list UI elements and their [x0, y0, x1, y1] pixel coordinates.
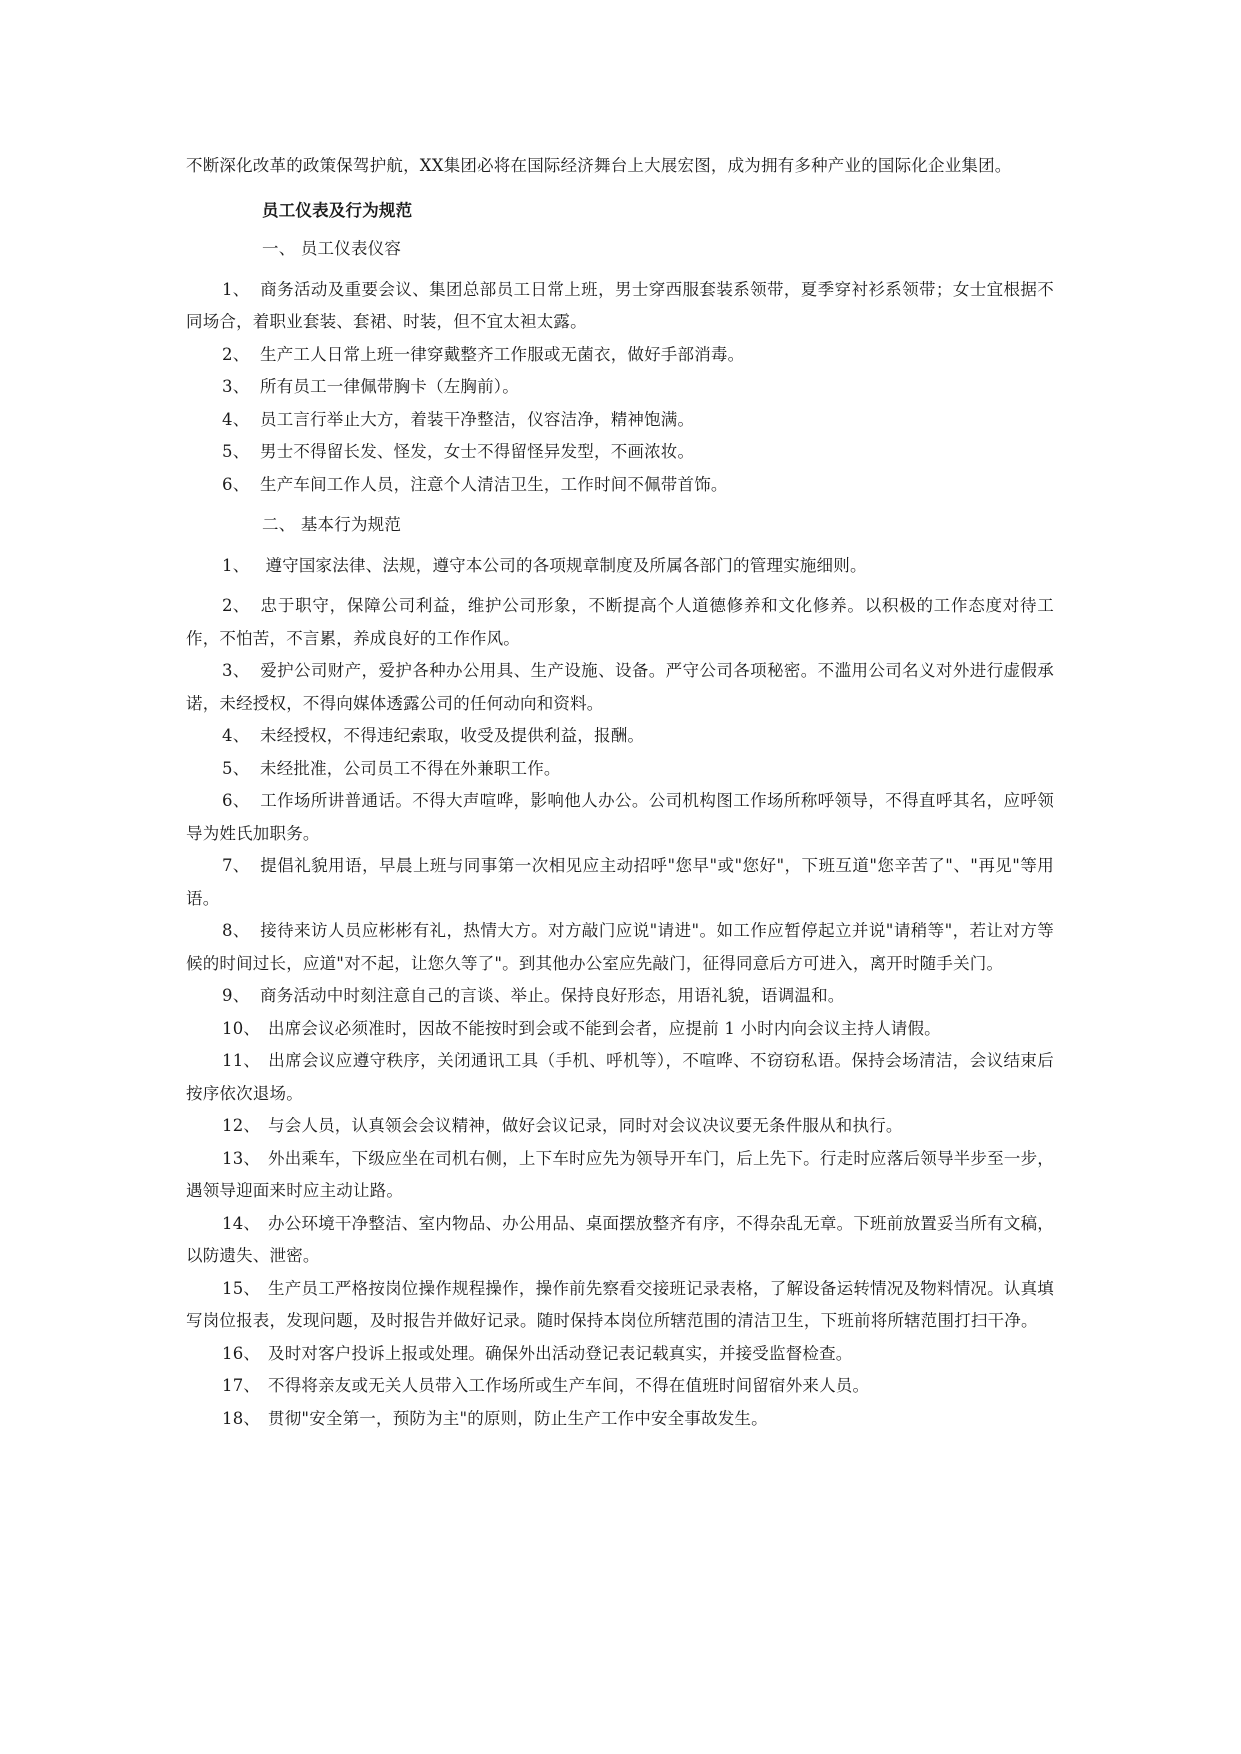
list-item-text: 生产车间工作人员，注意个人清洁卫生，工作时间不佩带首饰。: [260, 474, 728, 494]
list-item-text: 未经授权，不得违纪索取，收受及提供利益，报酬。: [260, 726, 645, 745]
list-item-text: 出席会议必须准时，因故不能按时到会或不能到会者，应提前 1 小时内向会议主持人请假。: [268, 1018, 941, 1038]
list-item-text: 接待来访人员应彬彬有礼，热情大方。对方敲门应说"请进"。如工作应暂停起立并说"请稍等"，若让对方等候的时间过长，应道"对不起，让您久等了"。到其他办公室应先敲门，征得同意后方可进入，离开时随手关门。: [186, 921, 1054, 973]
list-item-number: 6、: [222, 474, 250, 494]
list-item-text: 贯彻"安全第一，预防为主"的原则，防止生产工作中安全事故发生。: [268, 1408, 768, 1428]
list-item-text: 爱护公司财产，爱护各种办公用具、生产设施、设备。严守公司各项秘密。不滥用公司名义对外进行虚假承诺，未经授权，不得向媒体透露公司的任何动向和资料。: [186, 661, 1054, 713]
list-item: [186, 850, 1054, 915]
list-item-number: 12、: [222, 1116, 261, 1135]
list-item: [186, 980, 1054, 1013]
section-list: [186, 550, 1054, 1436]
list-item-text: 遵守国家法律、法规，遵守本公司的各项规章制度及所属各部门的管理实施细则。: [260, 555, 867, 575]
list-item-text: 工作场所讲普通话。不得大声喧哗，影响他人办公。公司机构图工作场所称呼领导，不得直呼其名，应呼领导为姓氏加职务。: [186, 791, 1054, 843]
list-item-number: 1、: [222, 279, 250, 299]
list-item: [186, 469, 1054, 502]
list-item-text: 忠于职守，保障公司利益，维护公司形象，不断提高个人道德修养和文化修养。以积极的工作态度对待工作，不怕苦，不言累，养成良好的工作作风。: [186, 596, 1054, 648]
list-item-text: 及时对客户投诉上报或处理。确保外出活动登记表记载真实，并接受监督检查。: [268, 1343, 853, 1363]
list-item-number: 11、: [222, 1051, 261, 1070]
list-item-text: 商务活动中时刻注意自己的言谈、举止。保持良好形态，用语礼貌，语调温和。: [260, 986, 845, 1005]
list-item-number: 1、: [222, 555, 250, 575]
section-list: [186, 274, 1054, 502]
list-item-number: 10、: [222, 1018, 261, 1038]
list-item: [186, 915, 1054, 980]
section-title: 一、 员工仪表仪容: [262, 239, 402, 258]
list-item-number: 17、: [222, 1376, 261, 1395]
list-item-number: 13、: [222, 1148, 261, 1168]
list-item: [186, 1273, 1054, 1338]
list-item-number: 8、: [222, 921, 250, 940]
list-item: [186, 339, 1054, 372]
list-item-number: 5、: [222, 442, 250, 461]
list-item-text: 未经批准，公司员工不得在外兼职工作。: [260, 758, 561, 778]
list-item-text: 提倡礼貌用语，早晨上班与同事第一次相见应主动招呼"您早"或"您好"，下班互道"您辛苦了"、"再见"等用语。: [186, 856, 1054, 908]
list-item-number: 2、: [222, 344, 250, 364]
list-item: [186, 371, 1054, 404]
list-item: [186, 436, 1054, 469]
list-item-number: 4、: [222, 409, 250, 429]
list-item-number: 6、: [222, 791, 250, 810]
list-item-text: 生产工人日常上班一律穿戴整齐工作服或无菌衣，做好手部消毒。: [260, 344, 745, 364]
list-item-text: 办公环境干净整洁、室内物品、办公用品、桌面摆放整齐有序，不得杂乱无章。下班前放置妥当所有文稿，以防遗失、泄密。: [186, 1213, 1054, 1265]
list-item-text: 员工言行举止大方，着装干净整洁，仪容洁净，精神饱满。: [260, 409, 695, 429]
list-item: [186, 1143, 1054, 1208]
list-item-text: 与会人员，认真领会会议精神，做好会议记录，同时对会议决议要无条件服从和执行。: [268, 1116, 903, 1135]
list-item: [186, 1013, 1054, 1046]
list-item-text: 生产员工严格按岗位操作规程操作，操作前先察看交接班记录表格，了解设备运转情况及物料情况。认真填写岗位报表，发现问题，及时报告并做好记录。随时保持本岗位所辖范围的清洁卫生，下班前将所辖范围打扫干净。: [186, 1278, 1054, 1330]
list-item-number: 4、: [222, 726, 250, 745]
list-item: [186, 785, 1054, 850]
list-item-number: 2、: [222, 596, 250, 615]
list-item-number: 14、: [222, 1213, 261, 1233]
list-item: [186, 1338, 1054, 1371]
list-item-number: 3、: [222, 377, 250, 396]
list-item-number: 5、: [222, 758, 250, 778]
list-item: [186, 590, 1054, 655]
section-title: 二、 基本行为规范: [262, 515, 402, 534]
intro-paragraph: 不断深化改革的政策保驾护航，XX集团必将在国际经济舞台上大展宏图，成为拥有多种产业的国际化企业集团。: [186, 156, 1012, 175]
list-item: [186, 1110, 1054, 1143]
list-item: [186, 720, 1054, 753]
list-item-number: 7、: [222, 856, 250, 875]
list-item-text: 外出乘车，下级应坐在司机右侧，上下车时应先为领导开车门，后上先下。行走时应落后领导半步至一步，遇领导迎面来时应主动让路。: [186, 1148, 1054, 1200]
list-item-text: 出席会议应遵守秩序，关闭通讯工具（手机、呼机等），不喧哗、不窃窃私语。保持会场清洁，会议结束后按序依次退场。: [186, 1051, 1054, 1103]
list-item-number: 3、: [222, 661, 250, 680]
list-item-text: 商务活动及重要会议、集团总部员工日常上班，男士穿西服套装系领带，夏季穿衬衫系领带；女士宜根据不同场合，着职业套装、套裙、时装，但不宜太袒太露。: [186, 279, 1054, 331]
list-item: [186, 1403, 1054, 1436]
list-item: [186, 655, 1054, 720]
list-item-number: 18、: [222, 1408, 261, 1428]
list-item: [186, 753, 1054, 786]
list-item-text: 男士不得留长发、怪发，女士不得留怪异发型，不画浓妆。: [260, 442, 695, 461]
list-item: [186, 404, 1054, 437]
list-item: [186, 1045, 1054, 1110]
list-item: [186, 1370, 1054, 1403]
list-item: [186, 1208, 1054, 1273]
list-item: [186, 274, 1054, 339]
list-item-text: 不得将亲友或无关人员带入工作场所或生产车间，不得在值班时间留宿外来人员。: [268, 1376, 870, 1395]
list-item-text: 所有员工一律佩带胸卡（左胸前）。: [260, 377, 519, 396]
document-heading: 员工仪表及行为规范: [262, 200, 413, 220]
list-item: [186, 550, 1054, 583]
document-body: [186, 150, 1054, 1435]
list-item-number: 9、: [222, 986, 250, 1005]
list-item-number: 16、: [222, 1343, 261, 1363]
list-item-number: 15、: [222, 1278, 261, 1298]
